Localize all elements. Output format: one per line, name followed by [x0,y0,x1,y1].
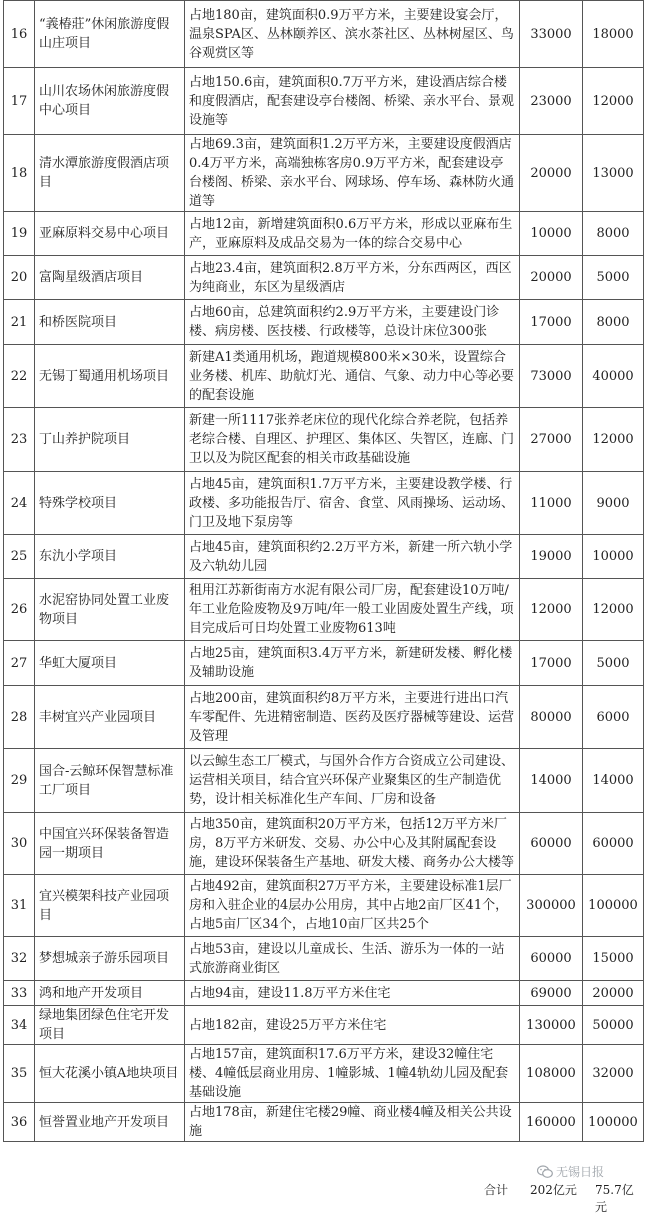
table-row [4,875,644,937]
project-table-body [4,1,644,1142]
project-description-cell: 占地150.6亩，建筑面积0.7万平方米，建设酒店综合楼和度假酒店，配套建设亭台楼阁、桥梁、亲水平台、景观设施等 [185,68,520,135]
annual-investment-cell: 20000 [583,981,644,1006]
row-number-cell: 30 [4,813,35,875]
total-label: 合计 [484,1183,509,1197]
annual-investment-cell: 100000 [583,1103,644,1142]
total-investment-cell: 108000 [520,1045,583,1103]
table-row [4,68,644,135]
project-name-cell: 和桥医院项目 [35,300,185,345]
row-number-cell: 26 [4,579,35,641]
project-name-cell: 山川农场休闲旅游度假中心项目 [35,68,185,135]
project-name-cell: 东氿小学项目 [35,535,185,579]
project-name-cell: 中国宜兴环保装备智造园一期项目 [35,813,185,875]
project-description-cell: 新建一所1117张养老床位的现代化综合养老院，包括养老综合楼、自理区、护理区、集体区、失智区，连廊、门卫以及为院区配套的相关市政基础设施 [185,408,520,472]
row-number-cell: 21 [4,300,35,345]
row-number-cell: 36 [4,1103,35,1142]
project-name-cell: 宜兴模架科技产业园项目 [35,875,185,937]
table-row [4,472,644,535]
project-description-cell: 占地182亩，建设25万平方米住宅 [185,1006,520,1045]
project-description-cell: 占地69.3亩，建筑面积1.2万平方米，主要建设度假酒店0.4万平方米，高端独栋客房0.9万平方米，配套建设亭台楼阁、桥梁、亲水平台、网球场、停车场、森林防火通道等 [185,135,520,212]
wechat-icon [537,1165,553,1179]
project-name-cell: 恒誉置业地产开发项目 [35,1103,185,1142]
annual-investment-cell: 60000 [583,813,644,875]
table-row [4,579,644,641]
total-yearly: 75.7亿元 [595,1183,634,1214]
table-row [4,345,644,408]
total-investment-cell: 60000 [520,937,583,981]
table-row [4,641,644,686]
project-description-cell: 占地200亩，建筑面积约8万平方米，主要进行进出口汽车零配件、先进精密制造、医药及医疗器械等建设、运营及管理 [185,686,520,749]
row-number-cell: 34 [4,1006,35,1045]
table-row [4,1006,644,1045]
annual-investment-cell: 12000 [583,579,644,641]
row-number-cell: 28 [4,686,35,749]
table-row [4,212,644,256]
project-name-cell: 丁山养护院项目 [35,408,185,472]
project-description-cell: 占地45亩，建筑面积1.7万平方米，主要建设教学楼、行政楼、多功能报告厅、宿舍、食堂、风雨操场、运动场、门卫及地下泵房等 [185,472,520,535]
total-investment-cell: 300000 [520,875,583,937]
annual-investment-cell: 15000 [583,937,644,981]
total-investment-cell: 17000 [520,300,583,345]
total-investment-cell: 20000 [520,135,583,212]
project-description-cell: 租用江苏新街南方水泥有限公司厂房，配套建设10万吨/年工业危险废物及9万吨/年一般工业固废处置生产线，项目完成后可日均处置工业废物613吨 [185,579,520,641]
annual-investment-cell: 5000 [583,256,644,300]
table-row [4,813,644,875]
table-row [4,1,644,68]
project-description-cell: 占地492亩，建筑面积27万平方米，主要建设标准1层厂房和入驻企业的4层办公用房，其中占地2亩厂区41个，占地5亩厂区34个，占地10亩厂区共25个 [185,875,520,937]
table-row [4,256,644,300]
total-investment-cell: 12000 [520,579,583,641]
total-investment-cell: 11000 [520,472,583,535]
annual-investment-cell: 5000 [583,641,644,686]
project-name-cell: 特殊学校项目 [35,472,185,535]
table-row [4,300,644,345]
project-description-cell: 占地60亩，总建筑面积约2.9万平方米，主要建设门诊楼、病房楼、医技楼、行政楼等，总设计床位300张 [185,300,520,345]
row-number-cell: 32 [4,937,35,981]
project-name-cell: 国合-云鲸环保智慧标准工厂项目 [35,749,185,813]
table-row [4,686,644,749]
row-number-cell: 35 [4,1045,35,1103]
table-row [4,981,644,1006]
row-number-cell: 18 [4,135,35,212]
project-name-cell: 绿地集团绿色住宅开发项目 [35,1006,185,1045]
project-description-cell: 占地12亩，新增建筑面积0.6万平方米，形成以亚麻布生产，亚麻原料及成品交易为一体的综合交易中心 [185,212,520,256]
total-investment-cell: 73000 [520,345,583,408]
watermark [537,1163,604,1180]
project-description-cell: 以云鲸生态工厂模式，与国外合作方合资成立公司建设、运营相关项目，结合宜兴环保产业聚集区的生产制造优势，设计相关标准化生产车间、厂房和设备 [185,749,520,813]
project-description-cell: 占地25亩，建筑面积3.4万平方米，新建研发楼、孵化楼及辅助设施 [185,641,520,686]
total-investment-cell: 69000 [520,981,583,1006]
project-description-cell: 占地180亩，建筑面积0.9万平方米，主要建设宴会厅，温泉SPA区、丛林颐养区、滨水茶社区、丛林树屋区、鸟谷观赏区等 [185,1,520,68]
table-row [4,408,644,472]
annual-investment-cell: 9000 [583,472,644,535]
project-description-cell: 占地350亩，建筑面积20万平方米，包括12万平方米厂房，8万平方米研发、交易、办公中心及其附属配套设施，建设环保装备生产基地、研发大楼、商务办公大楼等 [185,813,520,875]
project-description-cell: 占地178亩，新建住宅楼29幢、商业楼4幢及相关公共设施 [185,1103,520,1142]
table-row [4,937,644,981]
annual-investment-cell: 12000 [583,68,644,135]
table-row [4,749,644,813]
project-table [3,0,644,1142]
project-description-cell: 新建A1类通用机场，跑道规模800米×30米，设置综合业务楼、机库、助航灯光、通信、气象、动力中心等必要的配套设施 [185,345,520,408]
annual-investment-cell: 100000 [583,875,644,937]
project-name-cell: 无锡丁蜀通用机场项目 [35,345,185,408]
annual-investment-cell: 8000 [583,300,644,345]
total-investment-cell: 17000 [520,641,583,686]
total-investment: 202亿元 [530,1183,577,1197]
table-row [4,1103,644,1142]
total-investment-cell: 14000 [520,749,583,813]
project-name-cell: 亚麻原料交易中心项目 [35,212,185,256]
row-number-cell: 16 [4,1,35,68]
total-row [3,1179,643,1214]
row-number-cell: 17 [4,68,35,135]
table-row [4,1045,644,1103]
project-name-cell: “義椿莊”休闲旅游度假山庄项目 [35,1,185,68]
annual-investment-cell: 50000 [583,1006,644,1045]
row-number-cell: 24 [4,472,35,535]
annual-investment-cell: 8000 [583,212,644,256]
annual-investment-cell: 14000 [583,749,644,813]
project-name-cell: 丰树宜兴产业园项目 [35,686,185,749]
annual-investment-cell: 13000 [583,135,644,212]
annual-investment-cell: 10000 [583,535,644,579]
watermark-text: 无锡日报 [556,1165,605,1179]
total-investment-cell: 23000 [520,68,583,135]
total-investment-cell: 160000 [520,1103,583,1142]
row-number-cell: 25 [4,535,35,579]
total-investment-cell: 80000 [520,686,583,749]
row-number-cell: 27 [4,641,35,686]
row-number-cell: 31 [4,875,35,937]
total-investment-cell: 33000 [520,1,583,68]
annual-investment-cell: 40000 [583,345,644,408]
annual-investment-cell: 32000 [583,1045,644,1103]
row-number-cell: 29 [4,749,35,813]
project-name-cell: 富陶星级酒店项目 [35,256,185,300]
project-name-cell: 华虹大厦项目 [35,641,185,686]
row-number-cell: 22 [4,345,35,408]
total-investment-cell: 10000 [520,212,583,256]
table-row [4,535,644,579]
project-description-cell: 占地53亩，建设以儿童成长、生活、游乐为一体的一站式旅游商业街区 [185,937,520,981]
total-investment-cell: 60000 [520,813,583,875]
row-number-cell: 33 [4,981,35,1006]
project-description-cell: 占地94亩，建设11.8万平方米住宅 [185,981,520,1006]
project-name-cell: 恒大花溪小镇A地块项目 [35,1045,185,1103]
total-investment-cell: 19000 [520,535,583,579]
project-name-cell: 水泥窑协同处置工业废物项目 [35,579,185,641]
row-number-cell: 19 [4,212,35,256]
row-number-cell: 23 [4,408,35,472]
project-description-cell: 占地23.4亩，建筑面积2.8万平方米，分东西两区，西区为纯商业，东区为星级酒店 [185,256,520,300]
project-name-cell: 清水潭旅游度假酒店项目 [35,135,185,212]
annual-investment-cell: 6000 [583,686,644,749]
project-description-cell: 占地157亩，建筑面积17.6万平方米，建设32幢住宅楼、4幢低层商业用房、1幢影城、1幢4轨幼儿园及配套基础设施 [185,1045,520,1103]
total-investment-cell: 27000 [520,408,583,472]
project-name-cell: 鸿和地产开发项目 [35,981,185,1006]
row-number-cell: 20 [4,256,35,300]
annual-investment-cell: 18000 [583,1,644,68]
annual-investment-cell: 12000 [583,408,644,472]
project-description-cell: 占地45亩，建筑面积约2.2万平方米，新建一所六轨小学及六轨幼儿园 [185,535,520,579]
total-investment-cell: 130000 [520,1006,583,1045]
table-row [4,135,644,212]
total-investment-cell: 20000 [520,256,583,300]
project-name-cell: 梦想城亲子游乐园项目 [35,937,185,981]
